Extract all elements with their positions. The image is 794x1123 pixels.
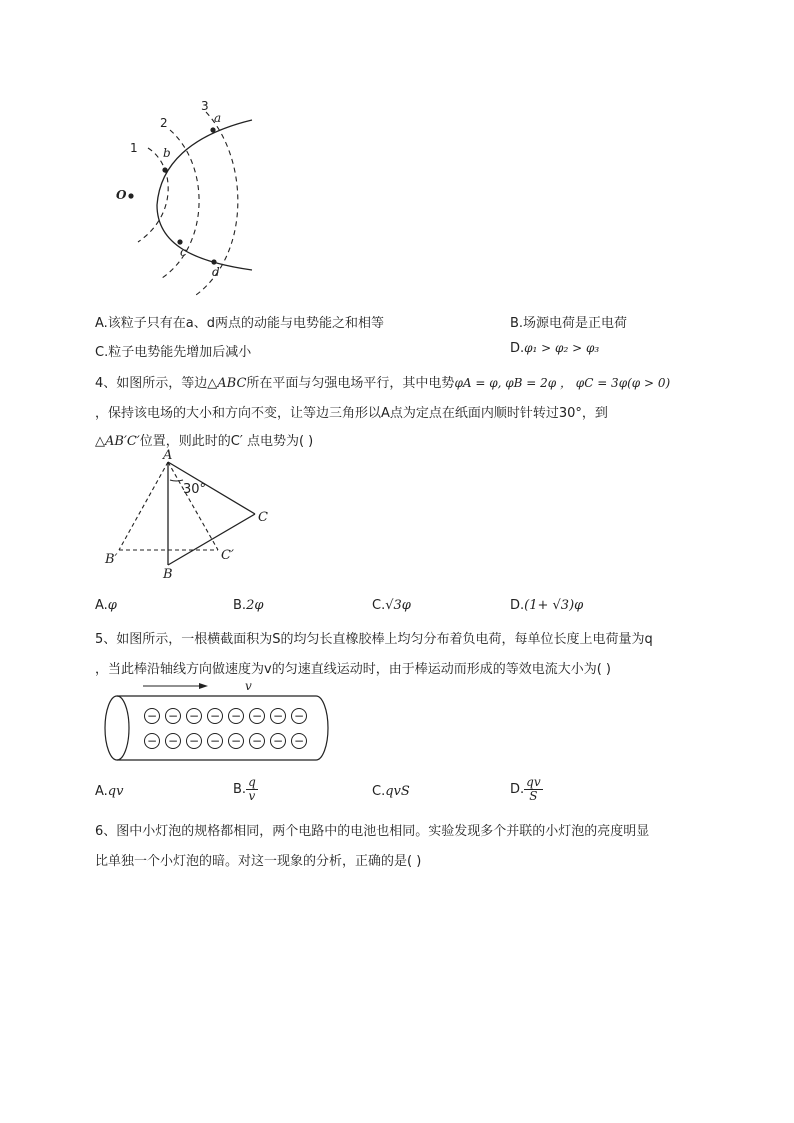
negative-charge: −	[249, 733, 265, 749]
q3-option-d-math: φ₁ > φ₂ > φ₃	[524, 341, 600, 355]
negative-charge: −	[207, 708, 223, 724]
q4-fig-label-Bprime: B′	[105, 552, 118, 567]
q3-option-b: B.场源电荷是正电荷	[510, 316, 628, 331]
q5-option-b-label: B.	[233, 782, 247, 797]
q3-option-c: C.粒子电势能先增加后减小	[95, 345, 252, 360]
q3-option-d-prefix: D.	[510, 341, 525, 356]
fig1-label-a: a	[214, 111, 222, 125]
q4-fig-label-angle: 30°	[183, 482, 207, 497]
fig1-label-3: 3	[201, 99, 209, 113]
segment-AC	[168, 462, 255, 514]
segment-BC	[168, 514, 255, 565]
negative-charge: −	[249, 708, 265, 724]
q4-line1-mid: 所在平面与匀强电场平行，其中电势	[246, 376, 455, 391]
q3-option-d	[510, 341, 599, 356]
negative-charge: −	[228, 733, 244, 749]
q4-option-d-label: D.	[510, 598, 525, 613]
negative-charge: −	[144, 733, 160, 749]
q5-option-c	[372, 784, 410, 799]
q4-fig-label-A: A	[163, 448, 173, 463]
q6-line-2: 比单独一个小灯泡的暗。对这一现象的分析，正确的是( )	[95, 854, 422, 869]
q5-option-d-numerator: qv	[526, 775, 541, 789]
q4-option-a-value: φ	[107, 598, 117, 613]
q4-option-a	[95, 598, 117, 613]
q5-line-2: ，当此棒沿轴线方向做速度为v的匀速直线运动时，由于棒运动而形成的等效电流大小为( )	[95, 662, 611, 677]
velocity-arrow-head	[199, 683, 208, 689]
q5-velocity-label: v	[245, 679, 252, 693]
q4-line-2: ，保持该电场的大小和方向不变，让等边三角形以A点为定点在纸面内顺时针转过30°，到	[95, 406, 608, 421]
point-c	[177, 239, 182, 244]
q4-line1-math: φA = φ, φB = 2φ ， φC = 3φ(φ > 0)	[454, 376, 671, 390]
point-d	[211, 259, 216, 264]
q5-option-c-label: C.	[372, 784, 386, 799]
negative-charge: −	[270, 733, 286, 749]
angle-arc	[170, 480, 183, 481]
q4-option-c	[372, 598, 411, 613]
negative-charge: −	[291, 708, 307, 724]
q5-option-d	[510, 776, 543, 803]
q4-option-c-value: √3φ	[385, 598, 411, 613]
negative-charge: −	[165, 708, 181, 724]
q5-option-a-value: qv	[107, 784, 124, 799]
negative-charge: −	[228, 708, 244, 724]
fig1-label-1: 1	[130, 141, 138, 155]
q5-option-a-label: A.	[95, 784, 108, 799]
segment-ABprime	[119, 462, 168, 550]
equipotential-line-1	[138, 148, 168, 242]
q5-option-c-value: qvS	[385, 784, 410, 799]
q6-line-1: 6、图中小灯泡的规格都相同，两个电路中的电池也相同。实验发现多个并联的小灯泡的亮度明显	[95, 824, 650, 839]
fig1-label-c: c	[180, 245, 187, 259]
fig1-label-d: d	[212, 265, 220, 279]
negative-charge: −	[291, 733, 307, 749]
fig1-label-O: O	[116, 188, 127, 202]
q4-option-d	[510, 598, 583, 613]
q4-line1-tri: △ABC	[207, 376, 247, 391]
q4-line-1	[95, 372, 670, 391]
q4-option-b	[233, 598, 263, 613]
q4-option-c-label: C.	[372, 598, 386, 613]
q5-option-d-fraction	[524, 776, 542, 803]
fig1-label-b: b	[163, 146, 171, 160]
q5-option-a	[95, 784, 123, 799]
q4-line-3	[95, 430, 313, 449]
point-O	[128, 193, 133, 198]
q4-option-a-label: A.	[95, 598, 108, 613]
q4-option-d-value: (1+ √3)φ	[524, 598, 584, 613]
q5-option-b-numerator: q	[248, 775, 256, 789]
fig1-label-2: 2	[160, 116, 168, 130]
q4-fig-label-B: B	[163, 567, 173, 582]
q5-option-d-denominator: S	[529, 789, 538, 803]
point-b	[162, 167, 167, 172]
q5-option-b-fraction	[246, 776, 258, 803]
q5-option-b-denominator: v	[248, 789, 256, 803]
segment-ACprime	[168, 462, 218, 550]
q5-option-d-label: D.	[510, 782, 525, 797]
q4-line3-tri: △AB′C′	[95, 434, 140, 449]
negative-charge: −	[144, 708, 160, 724]
rod-outline	[117, 696, 328, 760]
q4-line3-rest: 位置，则此时的C′ 点电势为( )	[139, 434, 314, 449]
point-a	[210, 127, 215, 132]
q4-fig-label-Cprime: C′	[221, 548, 234, 563]
q5-option-b	[233, 776, 258, 803]
rod-end-face	[105, 696, 129, 760]
negative-charge: −	[186, 733, 202, 749]
q4-option-b-value: 2φ	[246, 598, 264, 613]
negative-charge: −	[270, 708, 286, 724]
q5-line-1: 5、如图所示，一根横截面积为S的均匀长直橡胶棒上均匀分布着负电荷，每单位长度上电荷量为q	[95, 632, 653, 647]
negative-charge: −	[207, 733, 223, 749]
q3-option-a: A.该粒子只有在a、d两点的动能与电势能之和相等	[95, 316, 385, 331]
q4-option-b-label: B.	[233, 598, 247, 613]
negative-charge: −	[186, 708, 202, 724]
q4-fig-label-C: C	[258, 510, 268, 525]
q4-line1-prefix: 4、如图所示，等边	[95, 376, 208, 391]
negative-charge: −	[165, 733, 181, 749]
